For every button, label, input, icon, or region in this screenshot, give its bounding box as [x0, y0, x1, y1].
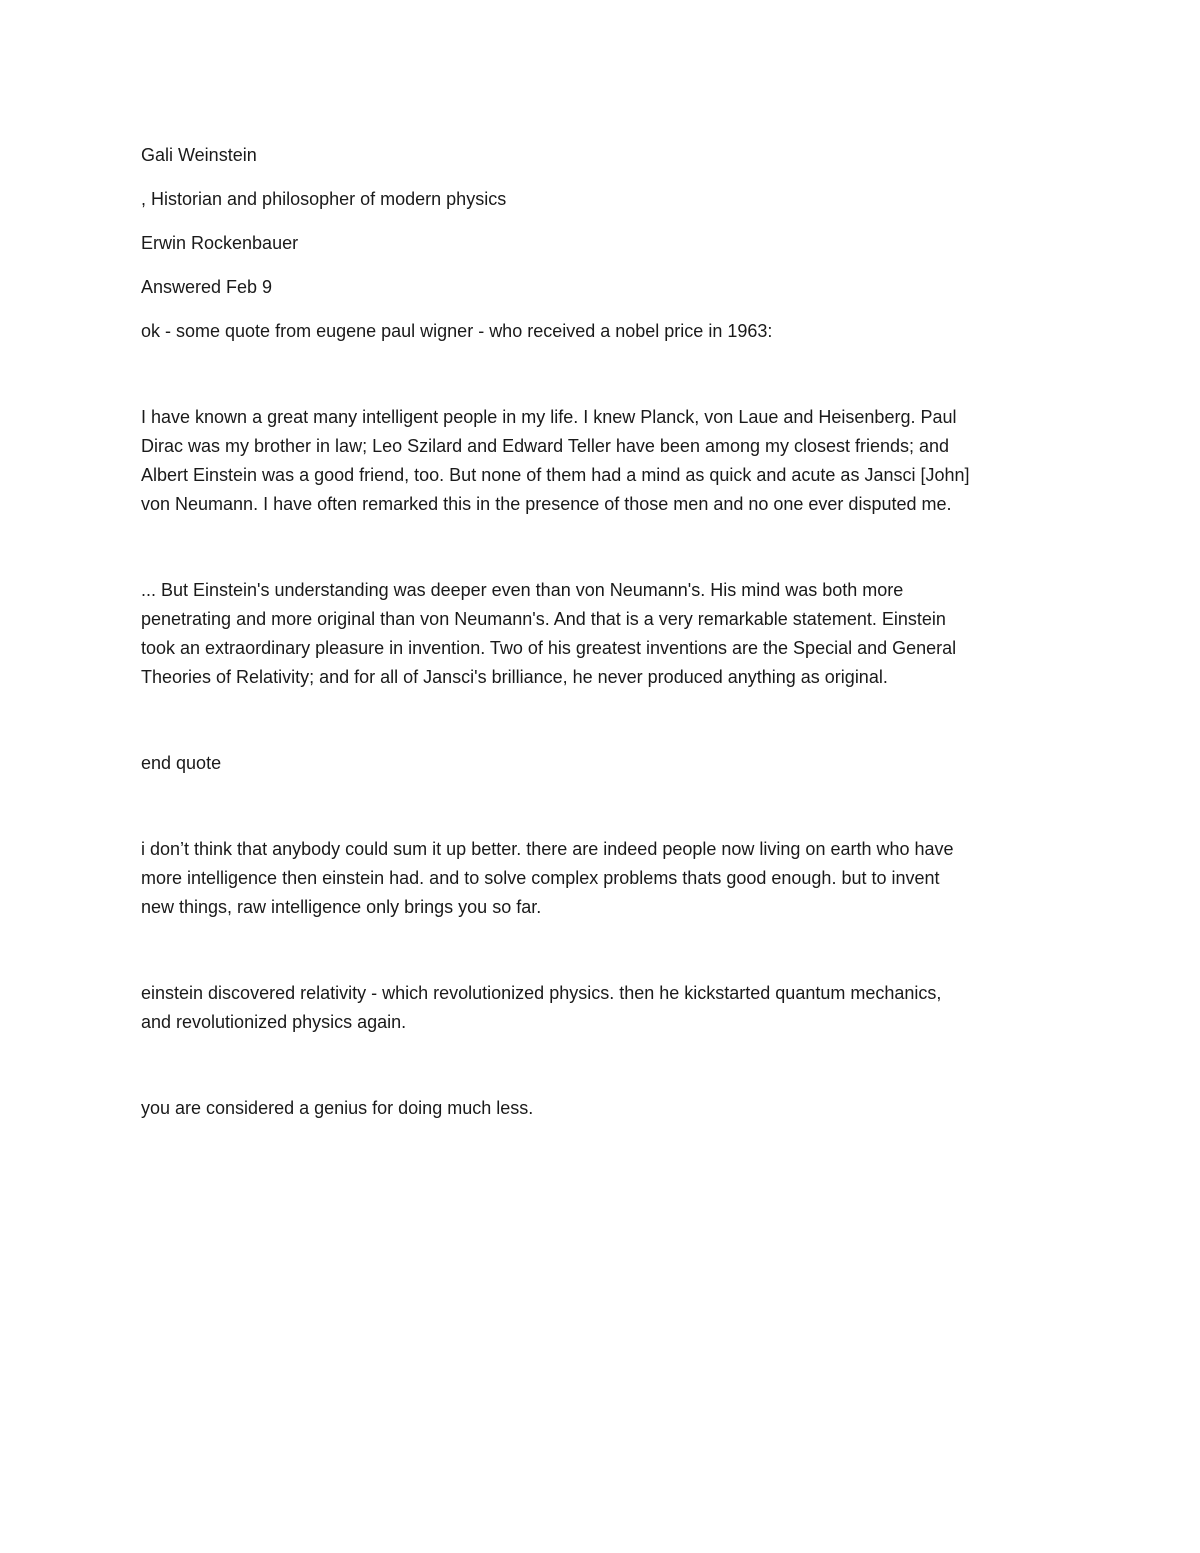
- author-credential: , Historian and philosopher of modern physics: [141, 189, 507, 209]
- comment-paragraph-2: einstein discovered relativity - which revolutionized physics. then he kickstarted quantum mechanics, and revolutionized physics again.: [141, 983, 942, 1032]
- comment-paragraph-3: you are considered a genius for doing much less.: [141, 1098, 534, 1118]
- document-body: [141, 141, 1061, 1123]
- quote-paragraph-1: I have known a great many intelligent people in my life. I knew Planck, von Laue and Heisenberg. Paul Dirac was my brother in law; Leo Szilard and Edward Teller have been among my closest friends; and Albert Einstein was a good friend, too. But none of them had a mind as quick and acute as Jansci [John] von Neumann. I have often remarked this in the presence of those men and no one ever disputed me.: [141, 407, 970, 514]
- answered-date: Answered Feb 9: [141, 277, 273, 297]
- intro-line: ok - some quote from eugene paul wigner - who received a nobel price in 1963:: [141, 321, 773, 341]
- comment-paragraph-1: i don’t think that anybody could sum it up better. there are indeed people now living on earth who have more intelligence then einstein had. and to solve complex problems thats good enough. but to invent new things, raw intelligence only brings you so far.: [141, 839, 954, 917]
- end-quote: end quote: [141, 753, 222, 773]
- quote-paragraph-2: ... But Einstein's understanding was deeper even than von Neumann's. His mind was both more penetrating and more original than von Neumann's. And that is a very remarkable statement. Einstein took an extraordinary pleasure in invention. Two of his greatest inventions are the Special and General Theories of Relativity; and for all of Jansci's brilliance, he never produced anything as original.: [141, 580, 957, 687]
- answerer-name: Erwin Rockenbauer: [141, 233, 299, 253]
- author-name: Gali Weinstein: [141, 145, 257, 165]
